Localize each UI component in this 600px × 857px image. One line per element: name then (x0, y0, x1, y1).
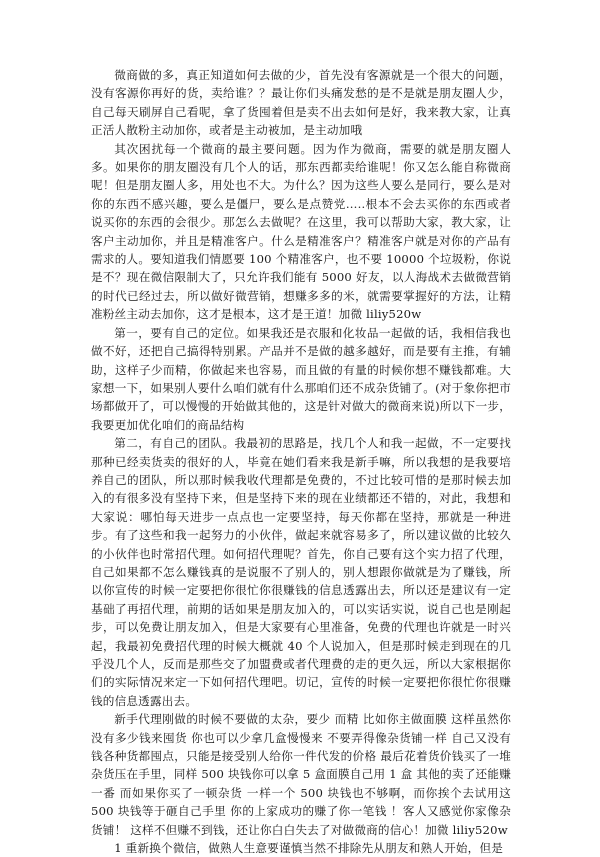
paragraph-positioning: 第一，要有自己的定位。如果我还是衣服和化妆品一起做的话，我相信我也做不好，还把自己搞得特别累。产品并不是做的越多越好，而是要有主推，有辅助，这样子少而精，你做起来也容易，而且做的有量的时候你想不赚钱都难。大家想一下，如果别人要什么咱们就有什么那咱们还不成杂货铺了。(对于象你把市场都做开了，可以慢慢的开始做其他的，这是针对做大的微商来说)所以下一步，我要更加优化咱们的商品结构 (91, 325, 511, 432)
document-page (91, 66, 511, 857)
paragraph-client-source: 微商做的多，真正知道如何去做的少，首先没有客源就是一个很大的问题，没有客源你再好的货，卖给谁？？最让你们头痛发愁的是不是就是朋友圈人少，自己每天刷屏自己看呢，拿了货囤着但是卖不出去如何是好，我来教大家，让真正活人散粉主动加你，或者是主动被加，是主动加哦 (91, 68, 511, 138)
paragraph-friend-circle: 其次困扰每一个微商的最主要问题。因为作为微商，需要的就是朋友圈人多。如果你的朋友圈没有几个人的话，那东西都卖给谁呢！你又怎么能自称微商呢！但是朋友圈人多，用处也不大。为什么？因为这些人要么是同行，要么是对你的东西不感兴趣，要么是僵尸，要么是点赞党.....根本不会去买你的东西或者说买你的东西的会很少。那怎么去做呢？在这里，我可以帮助大家，教大家，让客户主动加你，并且是精准客户。什么是精准客户？精准客户就是对你的产品有需求的人。要知道我们情愿要 100 个精准客户，也不要 10000 个垃圾粉，你说是不？现在微信限制大了，只允许我们能有 5000 好友，以人海战术去做微营销的时代已经过去，所以做好微营销，想赚多多的米，就需要掌握好的方法，让精准粉丝主动去加你，这才是根本，这才是王道！加微 liliy520w (91, 141, 511, 322)
paragraph-new-wechat: 1 重新换个微信，做熟人生意要谨慎当然不排除先从朋友和熟人开始，但是 (114, 841, 504, 856)
paragraph-new-agent: 新手代理刚做的时候不要做的太杂，要少 而精 比如你主做面膜 这样虽然你没有多少钱来囤货 你也可以少拿几盒慢慢来 不要弄得像杂货铺一样 自己又没有钱各种货都囤点，只能是接受别人给你一件代发的价格 最后花着货价钱买了一堆杂货压在手里，同样 500 块钱你可以拿 5 盒面膜自己用 1 盒 其他的卖了还能赚一番 而如果你买了一顿杂货 一样一个 500 块钱也不够啊，而你挨个去试用这 500 块钱等于砸自己手里 你的上家成功的赚了你一笔钱 ！客人又感觉你家像杂货铺！ 这样不但赚不到钱，还让你白白失去了对做微商的信心！加微 liliy520w (91, 712, 511, 837)
paragraph-team: 第二，有自己的团队。我最初的思路是，找几个人和我一起做，不一定要找那种已经卖货卖的很好的人，毕竟在她们看来我是新手嘛，所以我想的是我要培养自己的团队，所以那时候我收代理都是免费的，不过比较可惜的是那时候去加入的有很多没有坚持下来，但是坚持下来的现在业绩都还不错的，对此，我想和大家说：哪怕每天进步一点点也一定要坚持，每天你都在坚持，那就是一种进步。有了这些和我一起努力的小伙伴，做起来就容易多了，所以建议做的比较久的小伙伴也时常招代理。如何招代理呢？首先，你自己要有这个实力招了代理，自己如果都不怎么赚钱真的是说服不了别人的，别人想跟你做就是为了赚钱，所以你宣传的时候一定要把你很忙你很赚钱的信息透露出去，所以还是建议有一定基础了再招代理，前期的话如果是朋友加入的，可以实话实说，说自己也是刚起步，可以免费让朋友加入，但是大家要有心里准备，免费的代理也许就是一时兴起，我最初免费招代理的时候大概就 40 个人说加入，但是那时候走到现在的几乎没几个人，反而是那些交了加盟费或者代理费的走的更久远，所以大家根据你们的实际情况来定一下如何招代理吧。切记，宣传的时候一定要把你很忙你很赚钱的信息透露出去。 (91, 436, 511, 708)
